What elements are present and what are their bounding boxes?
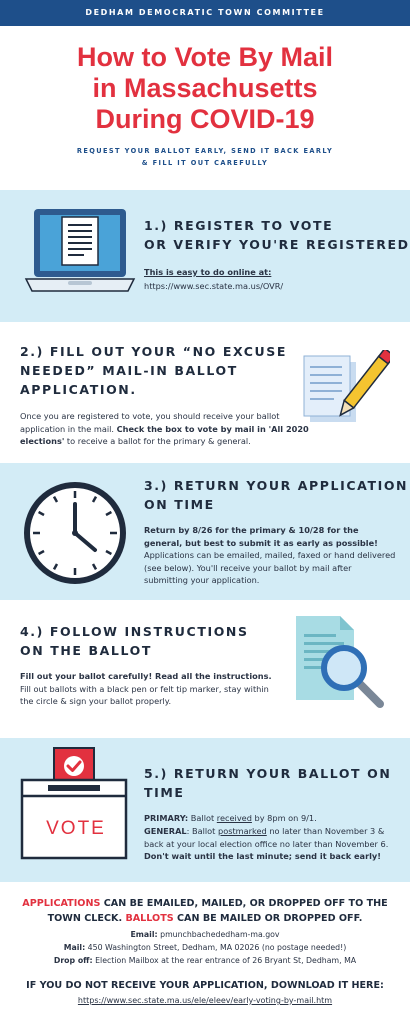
submission-summary: APPLICATIONS CAN BE EMAILED, MAILED, OR DROPPED OFF TO THE TOWN CLECK. BALLOTS CAN BE MAILED OR DROPPED OFF.: [22, 898, 388, 924]
page-title: [0, 42, 410, 135]
laptop-document-icon: [24, 205, 136, 297]
step5-general: GENERAL: Ballot postmarked no later than November 3 & back at your local election office no later than November 6. Don't wait until the last minute; send it back early!: [144, 826, 389, 861]
step1-title: 1.) REGISTER TO VOTE OR VERIFY YOU'RE REGISTERED: [144, 218, 410, 252]
vote-label: VOTE: [46, 818, 106, 839]
ballot-box-icon: [18, 746, 130, 866]
title-line-1: How to Vote By Mail: [76, 42, 333, 72]
download-heading: IF YOU DO NOT RECEIVE YOUR APPLICATION, DOWNLOAD IT HERE:: [26, 980, 384, 991]
document-magnifier-icon: [288, 612, 388, 712]
step4-title: 4.) FOLLOW INSTRUCTIONS ON THE BALLOT: [20, 624, 249, 658]
email-row: Email: pmunchbachededham-ma.gov: [130, 930, 280, 939]
contact-info: [20, 928, 390, 967]
org-banner: DEDHAM DEMOCRATIC TOWN COMMITTEE: [0, 0, 410, 26]
title-line-2: in Massachusetts: [92, 73, 318, 103]
clock-icon: [22, 480, 128, 586]
step2-text: Once you are registered to vote, you should receive your ballot application in the mail. Check the box to vote by mail in 'All 2020 elections' to receive a ballot for the primary & general.: [20, 411, 309, 446]
mail-row: Mail: 450 Washington Street, Dedham, MA 02026 (no postage needed!): [63, 943, 347, 952]
step5-primary: PRIMARY: Ballot received by 8pm on 9/1.: [144, 813, 317, 823]
application-pencil-icon: [300, 350, 390, 430]
subtitle: [40, 145, 370, 169]
step3-title: 3.) RETURN YOUR APPLICATION ON TIME: [144, 478, 409, 512]
step2-title: 2.) FILL OUT YOUR “NO EXCUSE NEEDED” MAIL-IN BALLOT APPLICATION.: [20, 344, 288, 397]
dropoff-row: Drop off: Election Mailbox at the rear entrance of 26 Bryant St, Dedham, MA: [53, 956, 357, 965]
step5-title: 5.) RETURN YOUR BALLOT ON TIME: [144, 766, 392, 800]
download-link[interactable]: https://www.sec.state.ma.us/ele/eleev/early-voting-by-mail.htm: [77, 996, 333, 1005]
ovr-link[interactable]: https://www.sec.state.ma.us/OVR/: [144, 281, 284, 291]
subtitle-line-1: REQUEST YOUR BALLOT EARLY, SEND IT BACK EARLY: [76, 147, 334, 155]
step4-text: Fill out your ballot carefully! Read all the instructions. Fill out ballots with a black pen or felt tip marker, stay within the circle & sign your ballot properly.: [20, 671, 272, 706]
title-line-3: During COVID-19: [95, 104, 315, 134]
email-link[interactable]: pmunchbachededham-ma.gov: [157, 930, 280, 939]
subtitle-line-2: & FILL IT OUT CAREFULLY: [141, 159, 269, 167]
step3-text: Return by 8/26 for the primary & 10/28 for the general, but best to submit it as early as possible! Applications can be emailed, mailed, faxed or hand delivered (see below). You'll receive your ballot by mail after submitting your application.: [144, 525, 396, 585]
step1-lead: This is easy to do online at:: [144, 267, 272, 277]
